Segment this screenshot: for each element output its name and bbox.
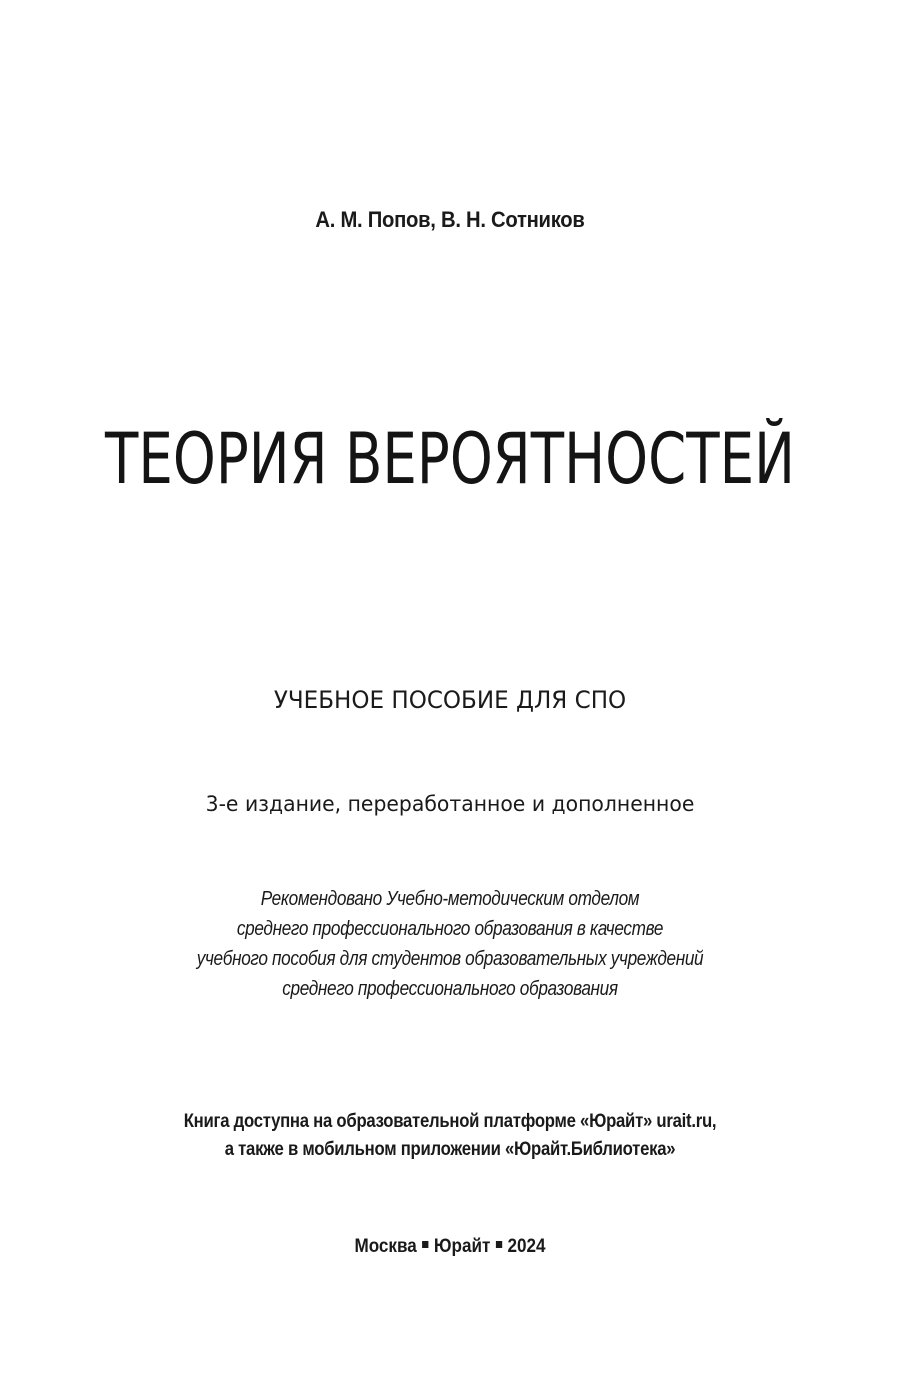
book-authors: А. М. Попов, В. Н. Сотников xyxy=(315,207,585,232)
recommendation-line: среднего профессионального образования в качестве xyxy=(236,918,664,940)
book-subtitle: УЧЕБНОЕ ПОСОБИЕ ДЛЯ СПО xyxy=(273,686,627,714)
recommendation-line: среднего профессионального образования xyxy=(282,978,618,1000)
availability-line: Книга доступна на образовательной платформе «Юрайт» urait.ru, xyxy=(183,1111,717,1132)
availability-line: а также в мобильном приложении «Юрайт.Библиотека» xyxy=(224,1139,676,1160)
book-title: ТЕОРИЯ ВЕРОЯТНОСТЕЙ xyxy=(105,418,795,500)
imprint-publisher: Юрайт xyxy=(433,1236,491,1257)
square-separator-icon xyxy=(496,1241,502,1248)
imprint-city: Москва xyxy=(354,1236,417,1257)
edition-statement: 3-е издание, переработанное и дополненное xyxy=(205,792,695,816)
recommendation-line: Рекомендовано Учебно-методическим отделом xyxy=(260,888,640,910)
recommendation-block xyxy=(0,884,900,1004)
imprint xyxy=(45,1236,855,1258)
availability-block xyxy=(0,1108,900,1164)
imprint-year: 2024 xyxy=(507,1236,546,1257)
square-separator-icon xyxy=(422,1241,428,1248)
recommendation-line: учебного пособия для студентов образовательных учреждений xyxy=(196,948,704,970)
